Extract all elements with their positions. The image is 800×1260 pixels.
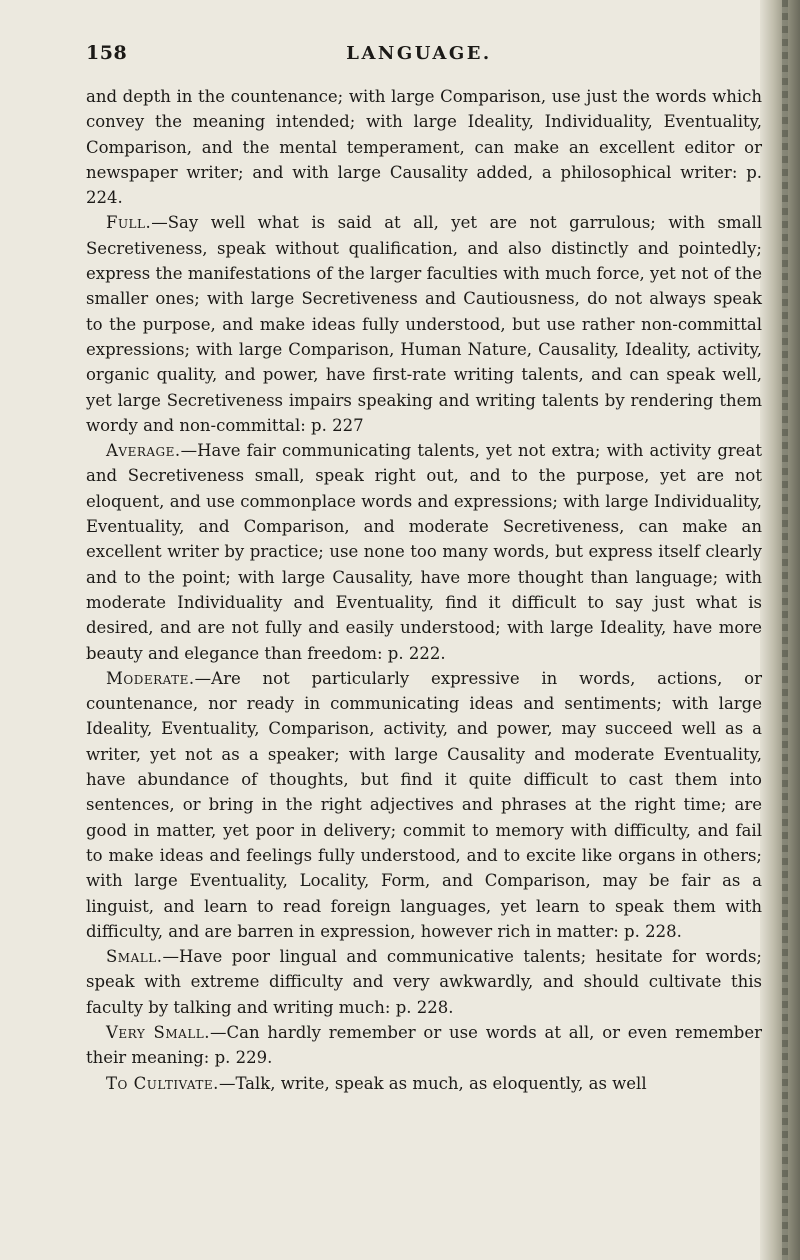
entry-heading: Average. (106, 441, 181, 461)
entry-very-small (86, 1020, 762, 1071)
entry-heading: To Cultivate. (106, 1073, 219, 1093)
paragraph-text: —Talk, write, speak as much, as eloquently, as well (218, 1073, 647, 1093)
entry-to-cultivate (86, 1071, 762, 1096)
page-number: 158 (86, 42, 128, 64)
entry-heading: Very Small. (106, 1022, 211, 1042)
entry-small (86, 944, 762, 1020)
entry-heading: Moderate. (106, 668, 195, 688)
paragraph-text: —Have fair communicating talents, yet not extra; with activity great and Secretiveness small, speak right out, and to the purpose, yet are not eloquent, and use commonplace words and expressions; with large Individuality, Eventuality, and Comparison, and moderate Secretiveness, can make an excellent writer by practice; use none too many words, but express itself clearly and to the point; with large Causality, have more thought than language; with moderate Individuality and Eventuality, find it difficult to say just what is desired, and are not fully and easily understood; with large Ideality, have more beauty and elegance than freedom: p. 222. (86, 441, 762, 663)
paragraph-text: —Say well what is said at all, yet are not garrulous; with small Secretiveness, speak without qualification, and also distinctly and pointedly; express the manifestations of the larger faculties with much force, yet not of the smaller ones; with large Secretiveness and Cautiousness, do not always speak to the purpose, and make ideas fully understood, but use rather non-committal expressions; with large Comparison, Human Nature, Causality, Ideality, activity, organic quality, and power, have first-rate writing talents, and can speak well, yet large Secretiveness impairs speaking and writing talents by rendering them wordy and non-committal: p. 227 (86, 213, 762, 435)
page-edge-shadow (760, 0, 800, 1260)
paragraph-continuation (86, 84, 762, 210)
paragraph-text: —Can hardly remember or use words at all, or even remember their meaning: p. 229. (86, 1022, 763, 1068)
entry-full (86, 210, 762, 438)
running-title: LANGUAGE. (346, 43, 492, 64)
paragraph-text: and depth in the countenance; with large Comparison, use just the words which convey the meaning intended; with large Ideality, Individuality, Eventuality, Comparison, and the mental temperament, can make an excellent editor or newspaper writer; and with large Causality added, a philosophical writer: p. 224. (86, 87, 762, 208)
entry-heading: Full. (106, 213, 152, 233)
entry-average (86, 438, 762, 666)
entry-moderate (86, 666, 762, 944)
entry-heading: Small. (106, 947, 163, 967)
body-text (86, 84, 762, 1096)
paragraph-text: —Have poor lingual and communicative talents; hesitate for words; speak with extreme difficulty and very awkwardly, and should cultivate this faculty by talking and writing much: p. 228. (86, 947, 762, 1017)
binding-edge (782, 0, 788, 1260)
paragraph-text: —Are not particularly expressive in words, actions, or countenance, nor ready in communicating ideas and sentiments; with large Ideality, Eventuality, Comparison, activity, and power, may succeed well as a writer, yet not as a speaker; with large Causality and moderate Eventuality, have abundance of thoughts, but find it quite difficult to cast them into sentences, or bring in the right adjectives and phrases at the right time; are good in matter, yet poor in delivery; commit to memory with difficulty, and fail to make ideas and feelings fully understood, and to excite like organs in others; with large Eventuality, Locality, Form, and Comparison, may be fair as a linguist, and learn to read foreign languages, yet learn to speak them with difficulty, and are barren in expression, however rich in matter: p. 228. (86, 668, 762, 941)
page-header (86, 42, 752, 66)
